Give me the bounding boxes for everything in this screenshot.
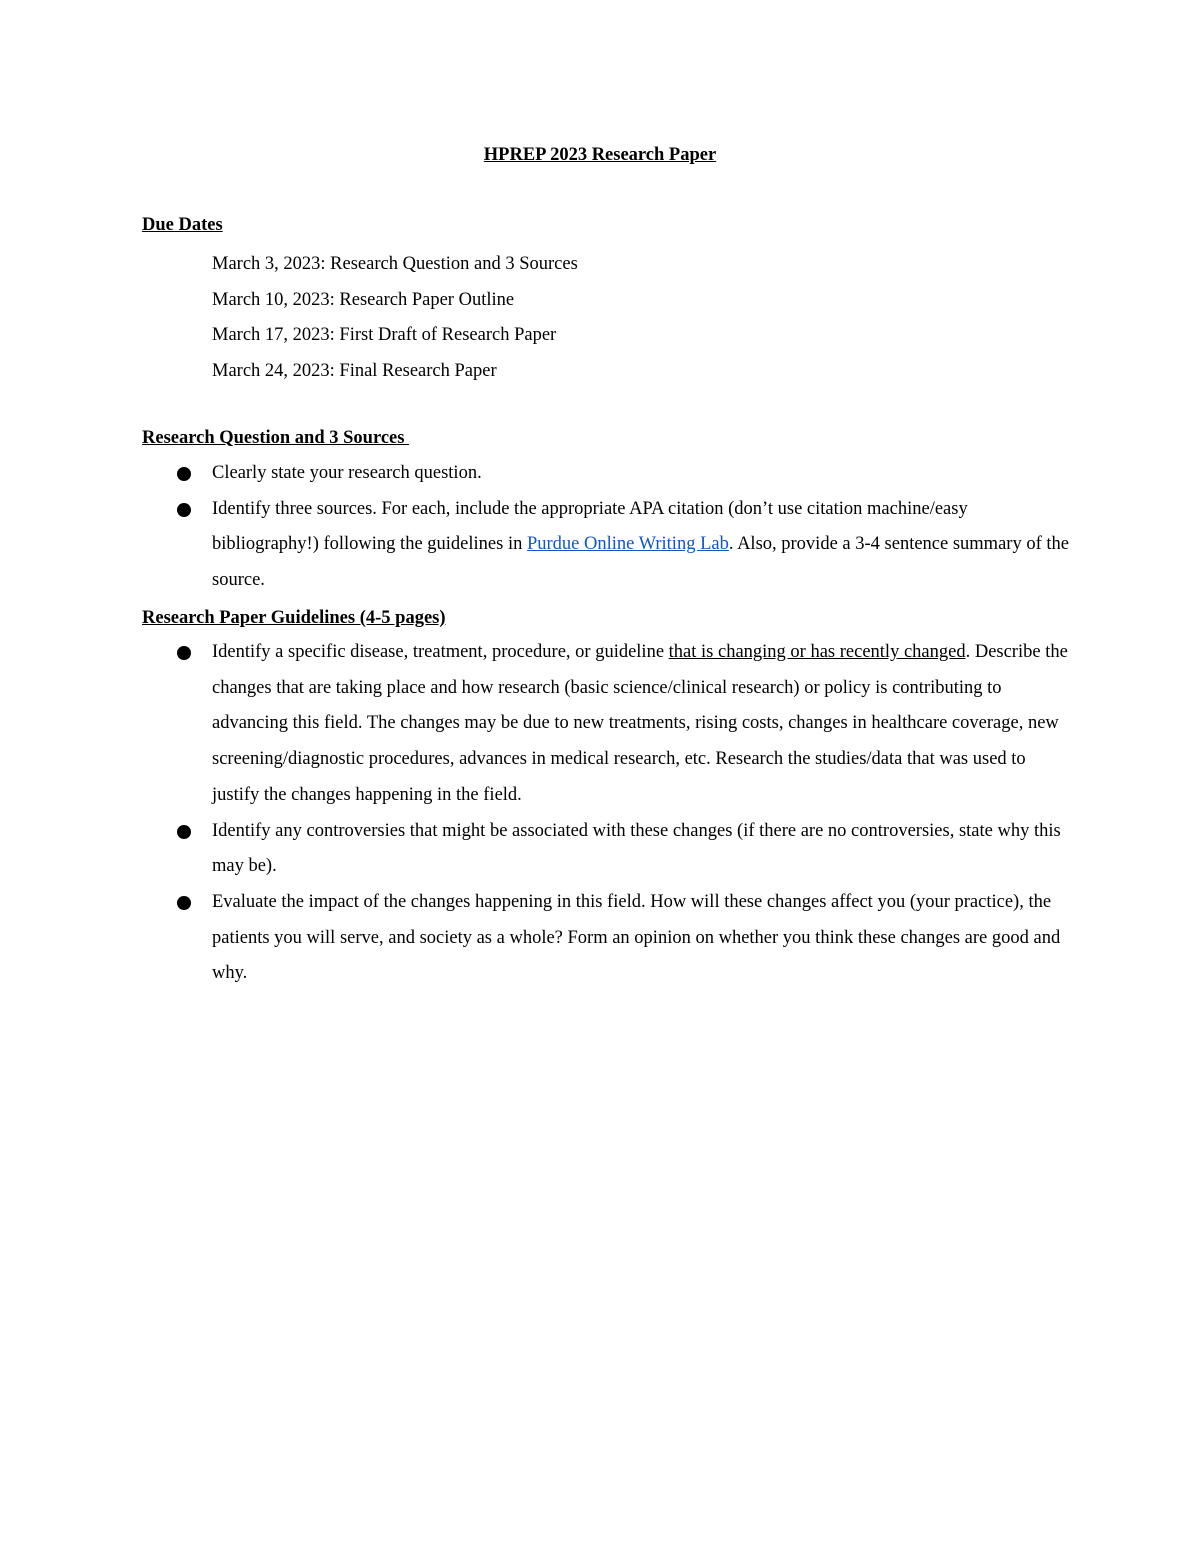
list-item	[212, 814, 1072, 885]
list-item	[212, 635, 1072, 814]
guidelines-list	[212, 635, 1072, 992]
due-date-item: March 10, 2023: Research Paper Outline	[212, 289, 515, 310]
bullet-text: Evaluate the impact of the changes happening in this field. How will these changes affect you (your practice), the patients you will serve, and society as a whole? Form an opinion on whether you think these changes are good and why.	[212, 891, 1061, 984]
research-question-heading: Research Question and 3 Sources	[142, 428, 410, 448]
underlined-text: that is changing or has recently changed	[668, 642, 966, 662]
due-date-item: March 24, 2023: Final Research Paper	[212, 361, 497, 382]
bullet-text: Clearly state your research question.	[212, 463, 482, 483]
guidelines-heading: Research Paper Guidelines (4-5 pages)	[142, 608, 446, 628]
bullet-text: . Describe the changes that are taking place and how research (basic science/clinical research) or policy is contributing to advancing this field. The changes may be due to new treatments, rising costs, changes in healthcare coverage, new screening/diagnostic procedures, advances in medical research, etc. Research the studies/data that was used to justify the changes happening in the field.	[212, 642, 1068, 805]
due-dates-list	[212, 247, 578, 390]
due-date-item: March 17, 2023: First Draft of Research Paper	[212, 325, 557, 346]
bullet-icon	[177, 646, 191, 660]
bullet-icon	[177, 825, 191, 839]
bullet-text: Identify a specific disease, treatment, procedure, or guideline	[212, 642, 669, 662]
bullet-text: Identify any controversies that might be associated with these changes (if there are no controversies, state why this may be).	[212, 820, 1061, 877]
due-date-item: March 3, 2023: Research Question and 3 Sources	[212, 254, 578, 274]
list-item	[212, 456, 1072, 492]
bullet-icon	[177, 896, 191, 910]
list-item	[212, 492, 1072, 599]
research-question-list	[212, 456, 1072, 599]
bullet-text: Identify three sources. For each, include the appropriate APA citation (don’t use citation machine/easy bibliography!) following the guidelines in	[212, 498, 968, 555]
bullet-icon	[177, 503, 191, 517]
purdue-owl-link[interactable]: Purdue Online Writing Lab	[526, 534, 729, 555]
document-title: HPREP 2023 Research Paper	[483, 145, 717, 165]
bullet-icon	[177, 467, 191, 481]
bullet-text: . Also, provide a 3-4 sentence summary of the source.	[212, 534, 1069, 591]
due-dates-heading: Due Dates	[142, 215, 223, 235]
list-item	[212, 885, 1072, 992]
